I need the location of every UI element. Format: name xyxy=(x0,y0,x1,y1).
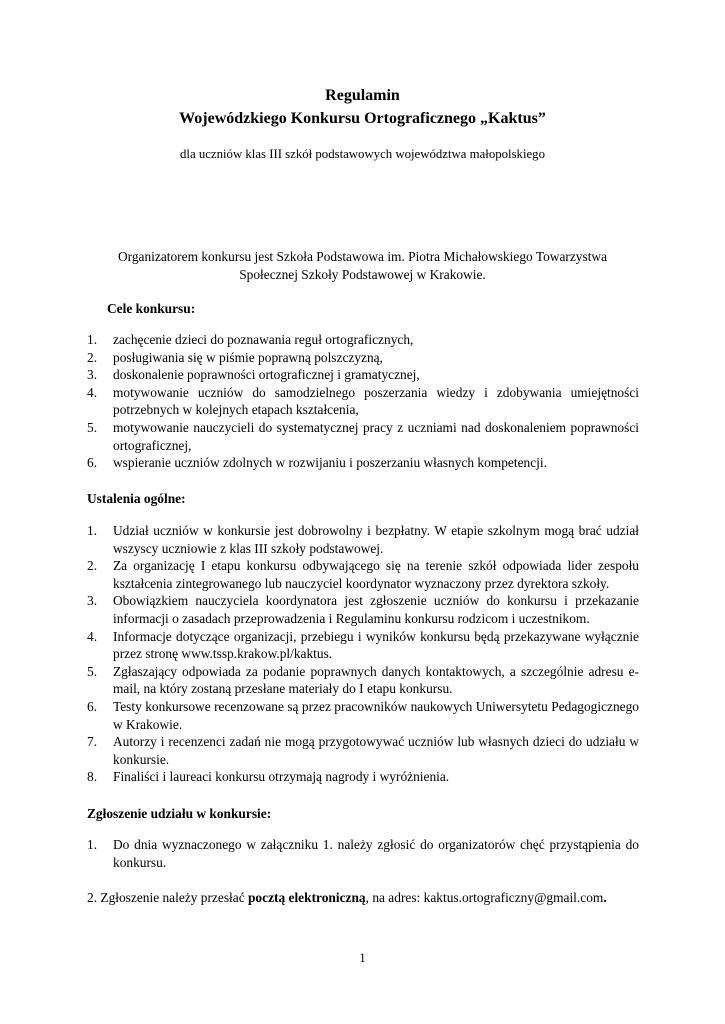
signup-item-2-middle: , na adres: xyxy=(365,890,424,905)
signup-email: kaktus.ortograficzny@gmail.com xyxy=(423,890,604,905)
signup-list xyxy=(87,836,639,871)
list-item-text: doskonalenie poprawności ortograficznej i gramatycznej, xyxy=(113,367,420,383)
list-item xyxy=(87,698,639,733)
list-item xyxy=(87,454,639,472)
list-item-number: 3. xyxy=(87,367,98,383)
list-item-number: 1. xyxy=(87,332,98,347)
goals-heading: Cele konkursu: xyxy=(107,301,196,316)
signup-item-2-prefix: 2. Zgłoszenie należy przesłać xyxy=(87,890,248,905)
list-item-number: 1. xyxy=(87,523,98,538)
list-item-text: Autorzy i recenzenci zadań nie mogą przygotowywać uczniów lub własnych dzieci do udziału w konkursie. xyxy=(113,734,639,767)
list-item-text: Testy konkursowe recenzowane są przez pracowników naukowych Uniwersytetu Pedagogicznego w Krakowie. xyxy=(113,698,639,732)
list-item-text: motywowanie uczniów do samodzielnego poszerzania wiedzy i zdobywania umiejętności potrzebnych w kolejnych etapach kształcenia, xyxy=(113,384,639,418)
list-item xyxy=(87,836,639,871)
list-item-text: Informacje dotyczące organizacji, przebiegu i wyników konkursu będą przekazywane wyłącznie przez stronę www.tssp.krakow.pl/kaktus. xyxy=(113,628,639,662)
document-subtitle: dla uczniów klas III szkół podstawowych województwa małopolskiego xyxy=(180,147,545,161)
organizer-paragraph: Organizatorem konkursu jest Szkoła Podstawowa im. Piotra Michałowskiego Towarzystwa Społecznej Szkoły Podstawowej w Krakowie. xyxy=(117,249,608,283)
document-title-contest: Wojewódzkiego Konkursu Ortograficznego „Kaktus” xyxy=(179,110,546,127)
list-item xyxy=(87,557,639,592)
list-item-text: posługiwania się w piśmie poprawną polszczyzną, xyxy=(113,349,383,365)
list-item-text: wspieranie uczniów zdolnych w rozwijaniu i poszerzaniu własnych kompetencji. xyxy=(113,455,547,471)
list-item xyxy=(87,384,639,419)
list-item xyxy=(87,628,639,663)
list-item-text: Do dnia wyznaczonego w załączniku 1. należy zgłosić do organizatorów chęć przystąpienia do konkursu. xyxy=(113,837,639,870)
list-item-text: Udział uczniów w konkursie jest dobrowolny i bezpłatny. W etapie szkolnym mogą brać udział wszyscy uczniowie z klas III szkoły podstawowej. xyxy=(113,523,639,556)
list-item-number: 3. xyxy=(87,593,98,609)
list-item-number: 6. xyxy=(87,698,98,714)
list-item-number: 5. xyxy=(87,419,98,435)
general-list xyxy=(87,522,639,786)
list-item xyxy=(87,768,639,786)
list-item-number: 8. xyxy=(87,769,98,785)
list-item xyxy=(87,419,639,454)
list-item xyxy=(87,733,639,768)
list-item-text: Finaliści i laureaci konkursu otrzymają nagrody i wyróżnienia. xyxy=(113,769,450,785)
list-item-number: 2. xyxy=(87,558,98,574)
signup-item-2 xyxy=(87,889,647,907)
list-item xyxy=(87,663,639,698)
list-item xyxy=(87,349,639,367)
list-item xyxy=(87,522,639,557)
list-item-text: motywowanie nauczycieli do systematycznej pracy z uczniami nad doskonaleniem poprawności ortograficznej, xyxy=(113,419,639,453)
signup-item-2-end: . xyxy=(603,890,607,905)
document-title: Regulamin xyxy=(325,87,400,104)
page-number: 1 xyxy=(359,950,366,965)
list-item-text: Obowiązkiem nauczyciela koordynatora jest zgłoszenie uczniów do konkursu i przekazanie informacji o zasadach przeprowadzenia i Regulaminu konkursu rodzicom i uczestnikom. xyxy=(113,593,639,626)
signup-heading: Zgłoszenie udziału w konkursie: xyxy=(87,806,272,821)
list-item xyxy=(87,592,639,627)
goals-list xyxy=(87,331,639,472)
list-item-text: zachęcenie dzieci do poznawania reguł ortograficznych, xyxy=(113,332,414,347)
list-item-number: 7. xyxy=(87,734,98,750)
list-item-number: 4. xyxy=(87,628,98,644)
list-item-number: 4. xyxy=(87,384,98,400)
signup-item-2-method: pocztą elektroniczną xyxy=(247,890,366,905)
list-item xyxy=(87,366,639,384)
list-item-number: 5. xyxy=(87,663,98,679)
list-item-text: Zgłaszający odpowiada za podanie poprawnych danych kontaktowych, a szczególnie adresu e-mail, na który zostaną przesłane materiały do I etapu konkursu. xyxy=(113,663,639,697)
list-item-text: Za organizację I etapu konkursu odbywającego się na terenie szkół odpowiada lider zespołu kształcenia zintegrowanego lub nauczyciel koordynator wyznaczony przez dyrektora szkoły. xyxy=(113,558,639,591)
list-item-number: 1. xyxy=(87,837,98,852)
list-item xyxy=(87,331,639,349)
list-item-number: 6. xyxy=(87,455,98,471)
general-heading: Ustalenia ogólne: xyxy=(87,491,186,506)
list-item-number: 2. xyxy=(87,349,98,365)
